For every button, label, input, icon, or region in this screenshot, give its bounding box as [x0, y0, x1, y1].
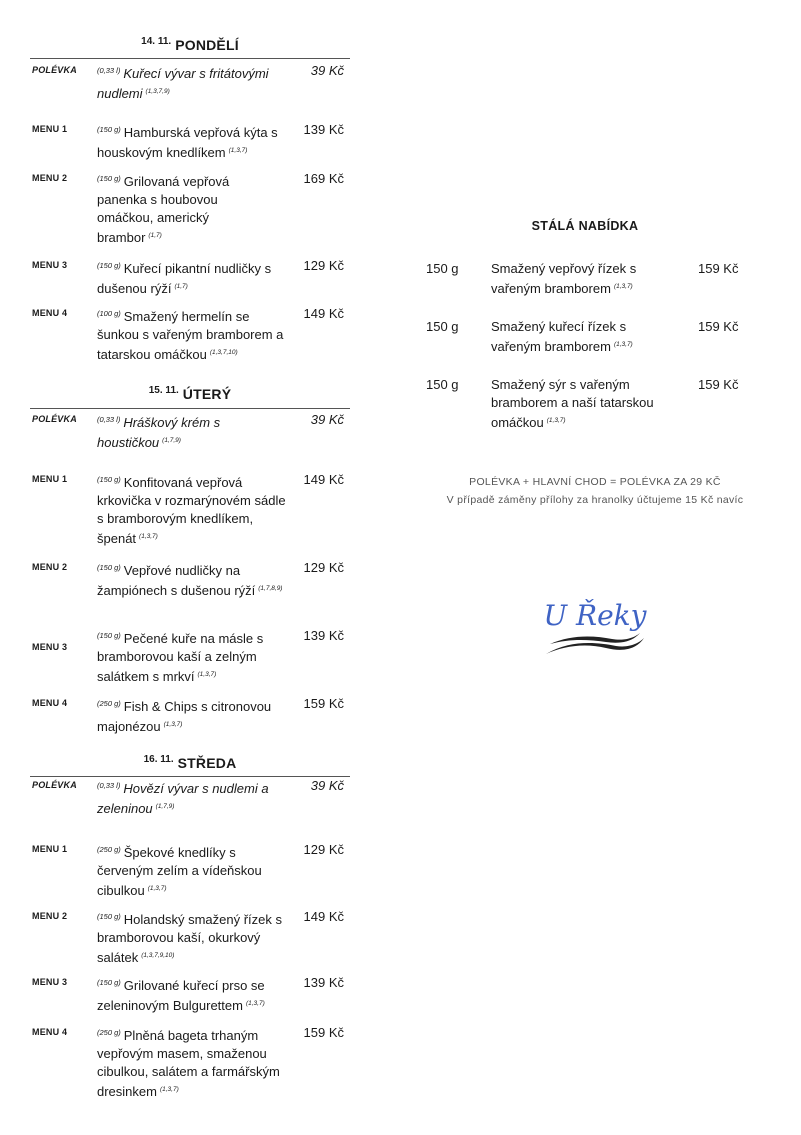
- fries-note: V případě záměny přílohy za hranolky účtujeme 15 Kč navíc: [446, 494, 744, 506]
- item-price: 149 Kč: [303, 472, 344, 487]
- item-allergens: (1,3,7,10): [209, 349, 238, 356]
- item-text: Hráškový krém s houstičkou: [97, 415, 221, 450]
- item-weight: (0,33 l): [97, 66, 121, 75]
- item-text: Špekové knedlíky s červeným zelím a vídeňskou cibulkou: [97, 845, 262, 898]
- restaurant-logo: [540, 592, 650, 662]
- item-allergens: (1,3,7,9): [145, 88, 170, 95]
- item-price: 159 Kč: [698, 261, 739, 276]
- day-heading-monday: [30, 36, 350, 55]
- item-label: MENU 1: [32, 844, 68, 854]
- item-price: 139 Kč: [303, 628, 344, 643]
- item-description: [97, 170, 257, 247]
- item-price: 159 Kč: [303, 696, 344, 711]
- item-label: POLÉVKA: [32, 414, 77, 424]
- item-description: [97, 1024, 282, 1101]
- day-heading-tuesday: [30, 385, 350, 404]
- item-description: [491, 376, 676, 432]
- item-text: Hamburská vepřová kýta s houskovým knedlíkem: [97, 125, 278, 160]
- item-label: MENU 2: [32, 911, 68, 921]
- item-description: [97, 257, 292, 298]
- item-label: MENU 3: [32, 977, 68, 987]
- item-text: Smažený hermelín se šunkou s vařeným bramborem a tatarskou omáčkou: [97, 309, 284, 362]
- item-description: [491, 260, 676, 298]
- item-label: POLÉVKA: [32, 780, 77, 790]
- logo-wave: [550, 633, 640, 644]
- divider: [30, 408, 350, 409]
- item-label: MENU 2: [32, 562, 68, 572]
- item-price: 159 Kč: [303, 1025, 344, 1040]
- item-label: MENU 1: [32, 474, 68, 484]
- day-name: STŘEDA: [177, 755, 237, 771]
- permanent-offer-title: STÁLÁ NABÍDKA: [531, 219, 639, 233]
- divider: [30, 58, 350, 59]
- item-description: [97, 305, 292, 364]
- item-weight: (0,33 l): [97, 781, 121, 790]
- item-weight: (250 g): [97, 1028, 121, 1037]
- item-allergens: (1,7,8,9): [258, 585, 283, 592]
- day-date: 16. 11.: [143, 754, 174, 765]
- item-text: Holandský smažený řízek s bramborovou kaší, okurkový salátek: [97, 912, 282, 965]
- item-text: Kuřecí vývar s fritátovými nudlemi: [97, 66, 269, 101]
- item-weight: 150 g: [426, 261, 459, 276]
- item-allergens: (1,3,7): [159, 1086, 179, 1093]
- item-price: 159 Kč: [698, 319, 739, 334]
- item-description: [97, 559, 292, 600]
- item-price: 169 Kč: [303, 171, 344, 186]
- item-allergens: (1,3,7): [613, 341, 633, 348]
- item-allergens: (1,3,7): [245, 1000, 265, 1007]
- item-allergens: (1,7): [174, 283, 188, 290]
- item-text: Hovězí vývar s nudlemi a zeleninou: [97, 781, 269, 816]
- item-text: Grilovaná vepřová panenka s houbovou omáčkou, americký brambor: [97, 174, 230, 245]
- item-text: Kuřecí pikantní nudličky s dušenou rýží: [97, 261, 272, 296]
- item-allergens: (1,7,9): [162, 437, 181, 444]
- item-allergens: (1,3,7): [163, 721, 183, 728]
- item-weight: (150 g): [97, 978, 121, 987]
- item-label: MENU 2: [32, 173, 68, 183]
- item-allergens: (1,3,7): [228, 147, 248, 154]
- item-weight: (250 g): [97, 845, 121, 854]
- item-description: [97, 627, 292, 686]
- logo-graphic: [540, 592, 650, 662]
- item-text: Vepřové nudličky na žampiónech s dušenou rýží: [97, 563, 256, 598]
- item-allergens: (1,3,7): [613, 283, 633, 290]
- item-label: MENU 3: [32, 642, 68, 652]
- item-description: [97, 974, 292, 1015]
- item-description: [491, 318, 676, 356]
- logo-text: U Řeky: [543, 599, 647, 632]
- item-text: Smažený sýr s vařeným bramborem a naší tatarskou omáčkou: [491, 377, 654, 430]
- item-text: Pečené kuře na másle s bramborovou kaší a zelným salátkem s mrkví: [97, 631, 264, 684]
- item-description: [97, 908, 292, 967]
- item-price: 149 Kč: [303, 306, 344, 321]
- item-weight: (150 g): [97, 174, 121, 183]
- item-price: 39 Kč: [310, 412, 344, 427]
- item-weight: (150 g): [97, 125, 121, 134]
- day-date: 14. 11.: [141, 36, 172, 47]
- item-label: MENU 4: [32, 308, 68, 318]
- item-weight: (150 g): [97, 912, 121, 921]
- item-text: Plněná bageta trhaným vepřovým masem, smaženou cibulkou, salátem a farmářským dresinkem: [97, 1028, 280, 1099]
- item-weight: (150 g): [97, 475, 121, 484]
- item-price: 159 Kč: [698, 377, 739, 392]
- item-weight: 150 g: [426, 319, 459, 334]
- item-allergens: (1,7): [148, 232, 162, 239]
- item-allergens: (1,3,7): [197, 671, 217, 678]
- day-name: ÚTERÝ: [182, 386, 232, 402]
- item-description: [97, 62, 292, 103]
- item-weight: 150 g: [426, 377, 459, 392]
- item-price: 129 Kč: [303, 842, 344, 857]
- item-price: 39 Kč: [310, 778, 344, 793]
- item-text: Konfitovaná vepřová krkovička v rozmarýnovém sádle s bramborovým knedlíkem, špenát: [97, 475, 286, 546]
- item-label: MENU 3: [32, 260, 68, 270]
- item-label: MENU 4: [32, 698, 68, 708]
- item-description: [97, 121, 292, 162]
- item-description: [97, 411, 262, 452]
- item-text: Fish & Chips s citronovou majonézou: [97, 699, 272, 734]
- day-date: 15. 11.: [148, 385, 179, 396]
- item-weight: (0,33 l): [97, 415, 121, 424]
- day-heading-wednesday: [30, 754, 350, 773]
- item-label: MENU 1: [32, 124, 68, 134]
- item-label: POLÉVKA: [32, 65, 77, 75]
- combo-note: POLÉVKA + HLAVNÍ CHOD = POLÉVKA ZA 29 KČ: [469, 476, 721, 488]
- item-text: Grilované kuřecí prso se zeleninovým Bulgurettem: [97, 978, 265, 1013]
- item-price: 139 Kč: [303, 975, 344, 990]
- item-description: [97, 777, 277, 818]
- item-price: 129 Kč: [303, 258, 344, 273]
- item-description: [97, 471, 292, 548]
- item-text: Smažený vepřový řízek s vařeným bramborem: [491, 261, 637, 296]
- item-weight: (150 g): [97, 563, 121, 572]
- item-weight: (250 g): [97, 699, 121, 708]
- item-allergens: (1,7,9): [155, 803, 175, 810]
- item-price: 139 Kč: [303, 122, 344, 137]
- item-allergens: (1,3,7): [139, 533, 158, 540]
- item-price: 149 Kč: [303, 909, 344, 924]
- item-allergens: (1,3,7,9,10): [141, 952, 175, 959]
- item-label: MENU 4: [32, 1027, 68, 1037]
- item-description: [97, 841, 292, 900]
- item-allergens: (1,3,7): [147, 885, 167, 892]
- item-price: 39 Kč: [310, 63, 344, 78]
- item-weight: (150 g): [97, 631, 121, 640]
- item-allergens: (1,3,7): [546, 417, 566, 424]
- item-description: [97, 695, 292, 736]
- day-name: PONDĚLÍ: [175, 37, 239, 53]
- item-price: 129 Kč: [303, 560, 344, 575]
- item-text: Smažený kuřecí řízek s vařeným bramborem: [491, 319, 627, 354]
- item-weight: (150 g): [97, 261, 121, 270]
- item-weight: (100 g): [97, 309, 121, 318]
